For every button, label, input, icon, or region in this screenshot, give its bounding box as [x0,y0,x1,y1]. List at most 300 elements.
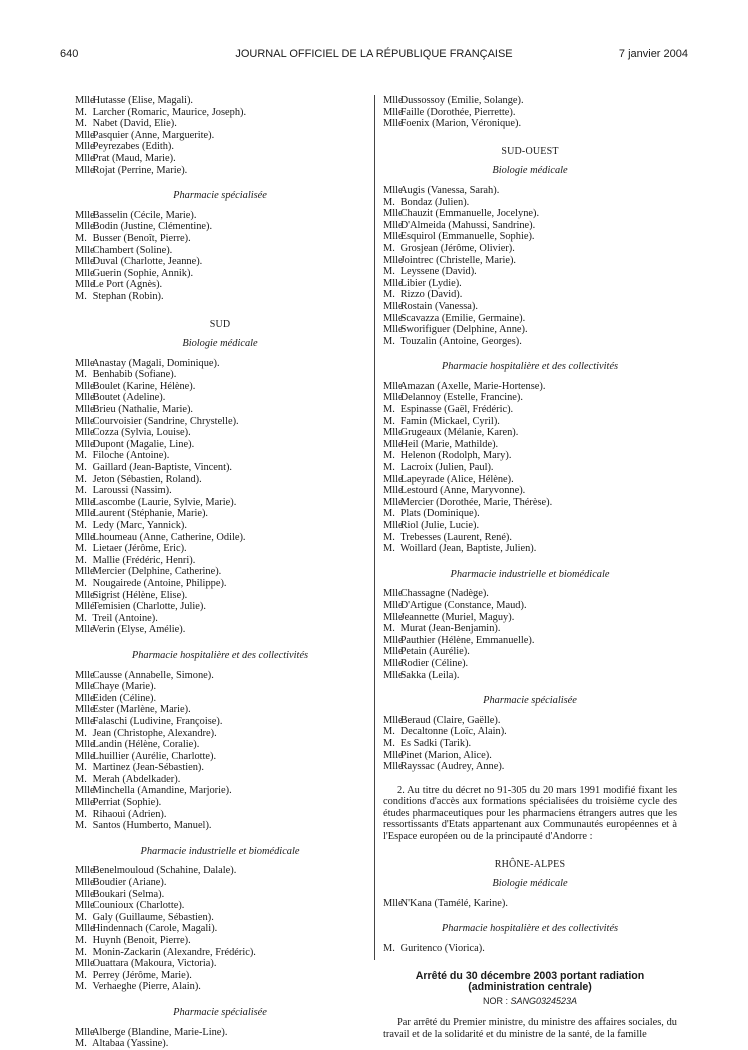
person-name: Faille (Dorothée, Pierrette). [400,106,516,118]
list-item [383,208,677,220]
issue-date: 7 janvier 2004 [618,48,688,60]
person-name: Grugeaux (Mélanie, Karen). [400,427,519,439]
person-name: Ester (Marlène, Marie). [92,704,191,716]
honorific: Mlle [75,669,95,681]
honorific: M. [75,727,87,739]
person-name: Laurent (Stéphanie, Marie). [92,508,209,520]
honorific: Mlle [75,1026,95,1038]
closing-paragraph: Par arrêté du Premier ministre, du ministre des affaires sociales, du travail et de la solidarité et du ministre de la santé, de la famille [383,1017,677,1040]
list-item [75,118,365,130]
section-heading: Pharmacie spécialisée [173,1006,267,1018]
section-heading: Pharmacie industrielle et biomédicale [140,845,300,857]
list-item [383,612,677,624]
honorific: M. [383,266,395,278]
honorific: M. [383,943,395,955]
person-name: Dupont (Magalie, Line). [92,438,195,450]
list-item [75,358,365,370]
section-heading: Biologie médicale [492,878,568,890]
person-name: Augis (Vanessa, Sarah). [400,184,500,196]
person-name: Leyssene (David). [400,266,477,278]
person-name: Riol (Julie, Lucie). [400,520,480,531]
person-name: Sigrist (Hélène, Elise). [92,589,188,601]
honorific: Mlle [75,692,95,704]
nor-reference [383,996,677,1008]
honorific: M. [75,450,87,462]
list-item [75,578,365,590]
decree-paragraph: 2. Au titre du décret no 91-305 du 20 mars 1991 modifié fixant les conditions d'accès aux formations spécialisées du troisième cycle des études pharmaceutiques pour les pharmaciens étrangers autres que les ressortissants d'Etats appartenant aux Communautés européennes et à l'Espace européen ou de la principauté d'Andorre : [383,784,677,843]
list-item [75,268,365,280]
person-name: Busser (Benoît, Pierre). [92,232,191,244]
honorific: Mlle [75,715,95,727]
list-item [383,404,677,416]
person-name: Chassagne (Nadège). [400,588,489,600]
person-name: Ouattara (Makoura, Victoria). [92,958,217,970]
honorific: M. [75,577,87,589]
list-item [75,935,365,947]
list-item [383,635,677,647]
list-item [383,324,677,336]
person-name: Le Port (Agnès). [92,279,163,291]
list-item [75,820,365,832]
honorific: Mlle [383,219,403,231]
list-item [75,95,365,107]
honorific: M. [383,242,395,254]
column-divider [374,95,375,960]
list-item [383,450,677,462]
list-item [383,588,677,600]
list-item [75,865,365,877]
person-name: Lapeyrade (Alice, Hélène). [400,473,514,485]
person-name: Esquirol (Emmanuelle, Sophie). [400,231,535,243]
honorific: Mlle [383,599,403,611]
honorific: Mlle [75,95,95,106]
honorific: Mlle [75,380,95,392]
list-item [383,381,677,393]
list-item [75,543,365,555]
person-name: Nabet (David, Elie). [92,118,177,130]
journal-title: JOURNAL OFFICIEL DE LA RÉPUBLIQUE FRANÇAISE [235,48,513,60]
list-item [383,600,677,612]
page-header [60,48,688,64]
honorific: Mlle [75,152,95,164]
person-name: Rojat (Perrine, Marie). [92,164,188,176]
honorific: Mlle [75,129,95,141]
honorific: M. [383,543,395,555]
honorific: Mlle [75,958,95,970]
list-item [75,739,365,751]
list-item [383,508,677,520]
name-list [75,865,365,993]
person-name: Ledy (Marc, Yannick). [92,520,187,531]
list-item [75,774,365,786]
list-item [75,981,365,993]
honorific: Mlle [75,404,95,416]
list-item [383,532,677,544]
honorific: Mlle [75,624,95,636]
honorific: Mlle [75,681,95,693]
person-name: Filoche (Antoine). [92,450,170,462]
person-name: D'Almeida (Mahussi, Sandrine). [400,219,536,231]
person-name: Libier (Lydie). [400,277,462,289]
honorific: M. [75,773,87,785]
honorific: Mlle [75,865,95,877]
list-item [75,130,365,142]
name-list [383,95,677,130]
list-item [75,693,365,705]
name-list [383,185,677,347]
person-name: Chauzit (Emmanuelle, Jocelyne). [400,208,540,220]
honorific: Mlle [75,750,95,762]
section-heading: Pharmacie spécialisée [483,695,577,707]
honorific: Mlle [383,380,403,392]
list-item [383,266,677,278]
person-name: Altabaa (Yassine). [92,1038,169,1050]
person-name: Santos (Humberto, Manuel). [92,820,212,832]
person-name: Basselin (Cécile, Marie). [92,209,197,221]
arrete-title [383,971,677,993]
honorific: Mlle [75,704,95,716]
list-item [75,601,365,613]
honorific: Mlle [383,118,403,130]
list-item [75,1038,365,1050]
honorific: M. [75,290,87,302]
list-item [383,670,677,682]
honorific: Mlle [75,357,95,369]
list-item [75,153,365,165]
honorific: M. [75,762,87,774]
honorific: M. [383,196,395,208]
honorific: Mlle [75,415,95,427]
list-item [75,141,365,153]
honorific: Mlle [383,392,403,404]
honorific: M. [383,531,395,543]
person-name: Huynh (Benoit, Pierre). [92,935,191,946]
honorific: M. [75,969,87,981]
person-name: Helenon (Rodolph, Mary). [400,450,512,462]
section-heading: Pharmacie hospitalière et des collectivités [441,361,619,373]
person-name: Guerin (Sophie, Annik). [92,267,194,279]
honorific: Mlle [383,231,403,243]
person-name: Laroussi (Nassim). [92,485,172,497]
honorific: M. [383,335,395,347]
honorific: M. [75,935,87,946]
honorific: Mlle [75,785,95,797]
list-item [383,485,677,497]
list-item [75,958,365,970]
honorific: M. [75,485,87,497]
name-list [383,898,677,910]
honorific: Mlle [75,739,95,751]
list-item [383,658,677,670]
person-name: Cozza (Sylvia, Louise). [92,427,191,439]
honorific: M. [75,369,87,381]
honorific: Mlle [75,900,95,912]
list-item [383,623,677,635]
list-item [383,474,677,486]
honorific: Mlle [383,646,403,658]
region-heading: SUD-OUEST [501,145,559,157]
list-item [383,197,677,209]
arrete-title-line-2: (administration centrale) [468,980,592,993]
person-name: Sakka (Leila). [400,669,460,681]
nor-label: NOR : [482,995,508,1006]
person-name: Jeton (Sébastien, Roland). [92,473,202,485]
person-name: Brieu (Nathalie, Marie). [92,404,194,416]
honorific: Mlle [383,324,403,336]
person-name: Es Sadki (Tarik). [400,737,472,749]
list-item [75,566,365,578]
honorific: M. [75,911,87,923]
honorific: Mlle [75,438,95,450]
honorific: Mlle [383,95,403,106]
nor-code: SANG0324523A [510,995,578,1006]
list-item [75,427,365,439]
list-item [383,726,677,738]
person-name: Stephan (Robin). [92,290,164,302]
honorific: Mlle [75,267,95,279]
person-name: Boudier (Ariane). [92,877,167,889]
list-item [75,221,365,233]
list-item [383,646,677,658]
honorific: Mlle [383,761,403,773]
person-name: Counioux (Charlotte). [92,900,185,912]
person-name: Benhabib (Sofiane). [92,369,177,381]
person-name: Trebesses (Laurent, René). [400,531,512,543]
name-list [75,95,365,176]
honorific: Mlle [75,221,95,233]
list-item [383,416,677,428]
person-name: Martinez (Jean-Sébastien). [92,762,204,774]
honorific: Mlle [383,669,403,681]
honorific: M. [75,118,87,130]
person-name: Rostain (Vanessa). [400,300,478,312]
list-item [75,256,365,268]
person-name: Gaillard (Jean-Baptiste, Vincent). [92,462,233,474]
honorific: Mlle [383,485,403,497]
section-heading: Pharmacie hospitalière et des collectivités [131,649,309,661]
list-item [383,313,677,325]
honorific: Mlle [75,496,95,508]
person-name: Bondaz (Julien). [400,196,470,208]
person-name: Pinet (Marion, Alice). [400,749,492,761]
name-list [383,588,677,681]
list-item [75,670,365,682]
section-heading: Biologie médicale [492,165,568,177]
list-item [75,165,365,177]
person-name: Amazan (Axelle, Marie-Hortense). [400,380,546,392]
list-item [383,943,677,955]
honorific: M. [383,289,395,301]
honorific: Mlle [75,256,95,268]
list-item [75,279,365,291]
honorific: Mlle [383,438,403,450]
list-item [383,278,677,290]
list-item [75,590,365,602]
honorific: Mlle [75,877,95,889]
honorific: M. [75,1038,87,1050]
list-item [75,762,365,774]
list-item [75,923,365,935]
honorific: Mlle [75,209,95,221]
region-heading: SUD [209,318,231,330]
list-item [75,785,365,797]
person-name: Mercier (Delphine, Catherine). [92,566,222,578]
person-name: Galy (Guillaume, Sébastien). [92,911,214,923]
honorific: Mlle [383,208,403,220]
list-item [383,427,677,439]
person-name: Merah (Abdelkader). [92,773,181,785]
list-item [75,210,365,222]
person-name: Rizzo (David). [400,289,463,301]
list-item [75,728,365,740]
section-heading: Pharmacie hospitalière et des collectivités [441,923,619,935]
person-name: Touzalin (Antoine, Georges). [400,335,522,347]
person-name: Guritenco (Viorica). [400,943,485,955]
list-item [75,233,365,245]
list-item [75,381,365,393]
person-name: Rodier (Céline). [400,657,469,669]
person-name: Duval (Charlotte, Jeanne). [92,256,203,268]
name-list [75,358,365,636]
honorific: Mlle [383,427,403,439]
person-name: Causse (Annabelle, Simone). [92,669,214,681]
list-item [75,613,365,625]
list-item [383,107,677,119]
list-item [383,462,677,474]
person-name: Chaye (Marie). [92,681,157,693]
person-name: Lascombe (Laurie, Sylvie, Marie). [92,496,237,508]
honorific: Mlle [383,520,403,531]
person-name: Boutet (Adeline). [92,392,166,404]
honorific: Mlle [383,634,403,646]
person-name: Benelmouloud (Schahine, Dalale). [92,865,237,877]
honorific: Mlle [383,714,403,726]
person-name: Verin (Elyse, Amélie). [92,624,186,636]
person-name: Beraud (Claire, Gaëlle). [400,714,501,726]
person-name: Heil (Marie, Mathilde). [400,438,499,450]
honorific: Mlle [75,601,95,613]
person-name: Plats (Dominique). [400,508,480,520]
honorific: Mlle [383,496,403,508]
person-name: Peyrezabes (Edith). [92,141,174,153]
honorific: Mlle [383,473,403,485]
honorific: Mlle [75,392,95,404]
honorific: M. [383,508,395,520]
person-name: Delannoy (Estelle, Francine). [400,392,523,404]
honorific: Mlle [383,300,403,312]
list-item [75,474,365,486]
person-name: Minchella (Amandine, Marjorie). [92,785,232,797]
person-name: Hutasse (Elise, Magali). [92,95,194,106]
list-item [75,291,365,303]
section-heading: Pharmacie industrielle et biomédicale [450,568,610,580]
honorific: M. [75,808,87,820]
honorific: M. [383,737,395,749]
person-name: Verhaeghe (Pierre, Alain). [92,981,201,993]
honorific: M. [75,612,87,624]
honorific: Mlle [383,312,403,324]
person-name: N'Kana (Tamélé, Karine). [400,897,508,909]
person-name: Alberge (Blandine, Marie-Line). [92,1026,228,1038]
person-name: Eiden (Céline). [92,692,157,704]
person-name: Petain (Aurélie). [400,646,470,658]
name-list [75,670,365,832]
honorific: Mlle [75,244,95,256]
person-name: Falaschi (Ludivine, Françoise). [92,715,223,727]
list-item [75,1027,365,1039]
list-item [383,761,677,773]
list-item [75,520,365,532]
honorific: M. [383,415,395,427]
honorific: M. [383,726,395,738]
person-name: Scavazza (Emilie, Germaine). [400,312,526,324]
list-item [383,520,677,532]
person-name: Temisien (Charlotte, Julie). [92,601,206,613]
name-list [75,1027,365,1050]
person-name: Bodin (Justine, Clémentine). [92,221,213,233]
person-name: Perrey (Jérôme, Marie). [92,969,192,981]
person-name: Boukari (Selma). [92,888,165,900]
right-column [383,95,677,1040]
person-name: Courvoisier (Sandrine, Chrystelle). [92,415,239,427]
honorific: Mlle [75,797,95,809]
list-item [75,877,365,889]
person-name: Dussossoy (Emilie, Solange). [400,95,524,106]
honorific: Mlle [383,254,403,266]
list-item [383,95,677,107]
list-item [75,462,365,474]
list-item [75,889,365,901]
person-name: Pasquier (Anne, Marguerite). [92,129,215,141]
honorific: Mlle [383,277,403,289]
person-name: Larcher (Romaric, Maurice, Joseph). [92,106,247,118]
list-item [383,301,677,313]
list-item [75,508,365,520]
list-item [383,231,677,243]
honorific: Mlle [75,508,95,520]
honorific: M. [383,450,395,462]
list-item [383,738,677,750]
name-list [383,715,677,773]
honorific: Mlle [75,566,95,578]
list-item [383,750,677,762]
person-name: Chambert (Soline). [92,244,173,256]
honorific: M. [75,462,87,474]
page-number: 640 [60,48,79,60]
honorific: Mlle [383,611,403,623]
list-item [383,243,677,255]
person-name: Jean (Christophe, Alexandre). [92,727,217,739]
arrete-title-line-1: Arrêté du 30 décembre 2003 portant radiation [415,969,645,982]
name-list [383,381,677,555]
honorific: Mlle [75,923,95,935]
list-item [75,681,365,693]
honorific: M. [75,232,87,244]
honorific: M. [383,623,395,635]
list-item [383,336,677,348]
list-item [383,220,677,232]
list-item [75,624,365,636]
list-item [75,416,365,428]
person-name: Treil (Antoine). [92,612,158,624]
person-name: D'Artigue (Constance, Maud). [400,599,527,611]
honorific: M. [383,462,395,474]
region-heading: RHÔNE-ALPES [494,858,566,870]
honorific: M. [75,543,87,555]
person-name: Mallie (Frédéric, Henri). [92,554,196,566]
list-item [75,947,365,959]
person-name: Jointrec (Christelle, Marie). [400,254,517,266]
